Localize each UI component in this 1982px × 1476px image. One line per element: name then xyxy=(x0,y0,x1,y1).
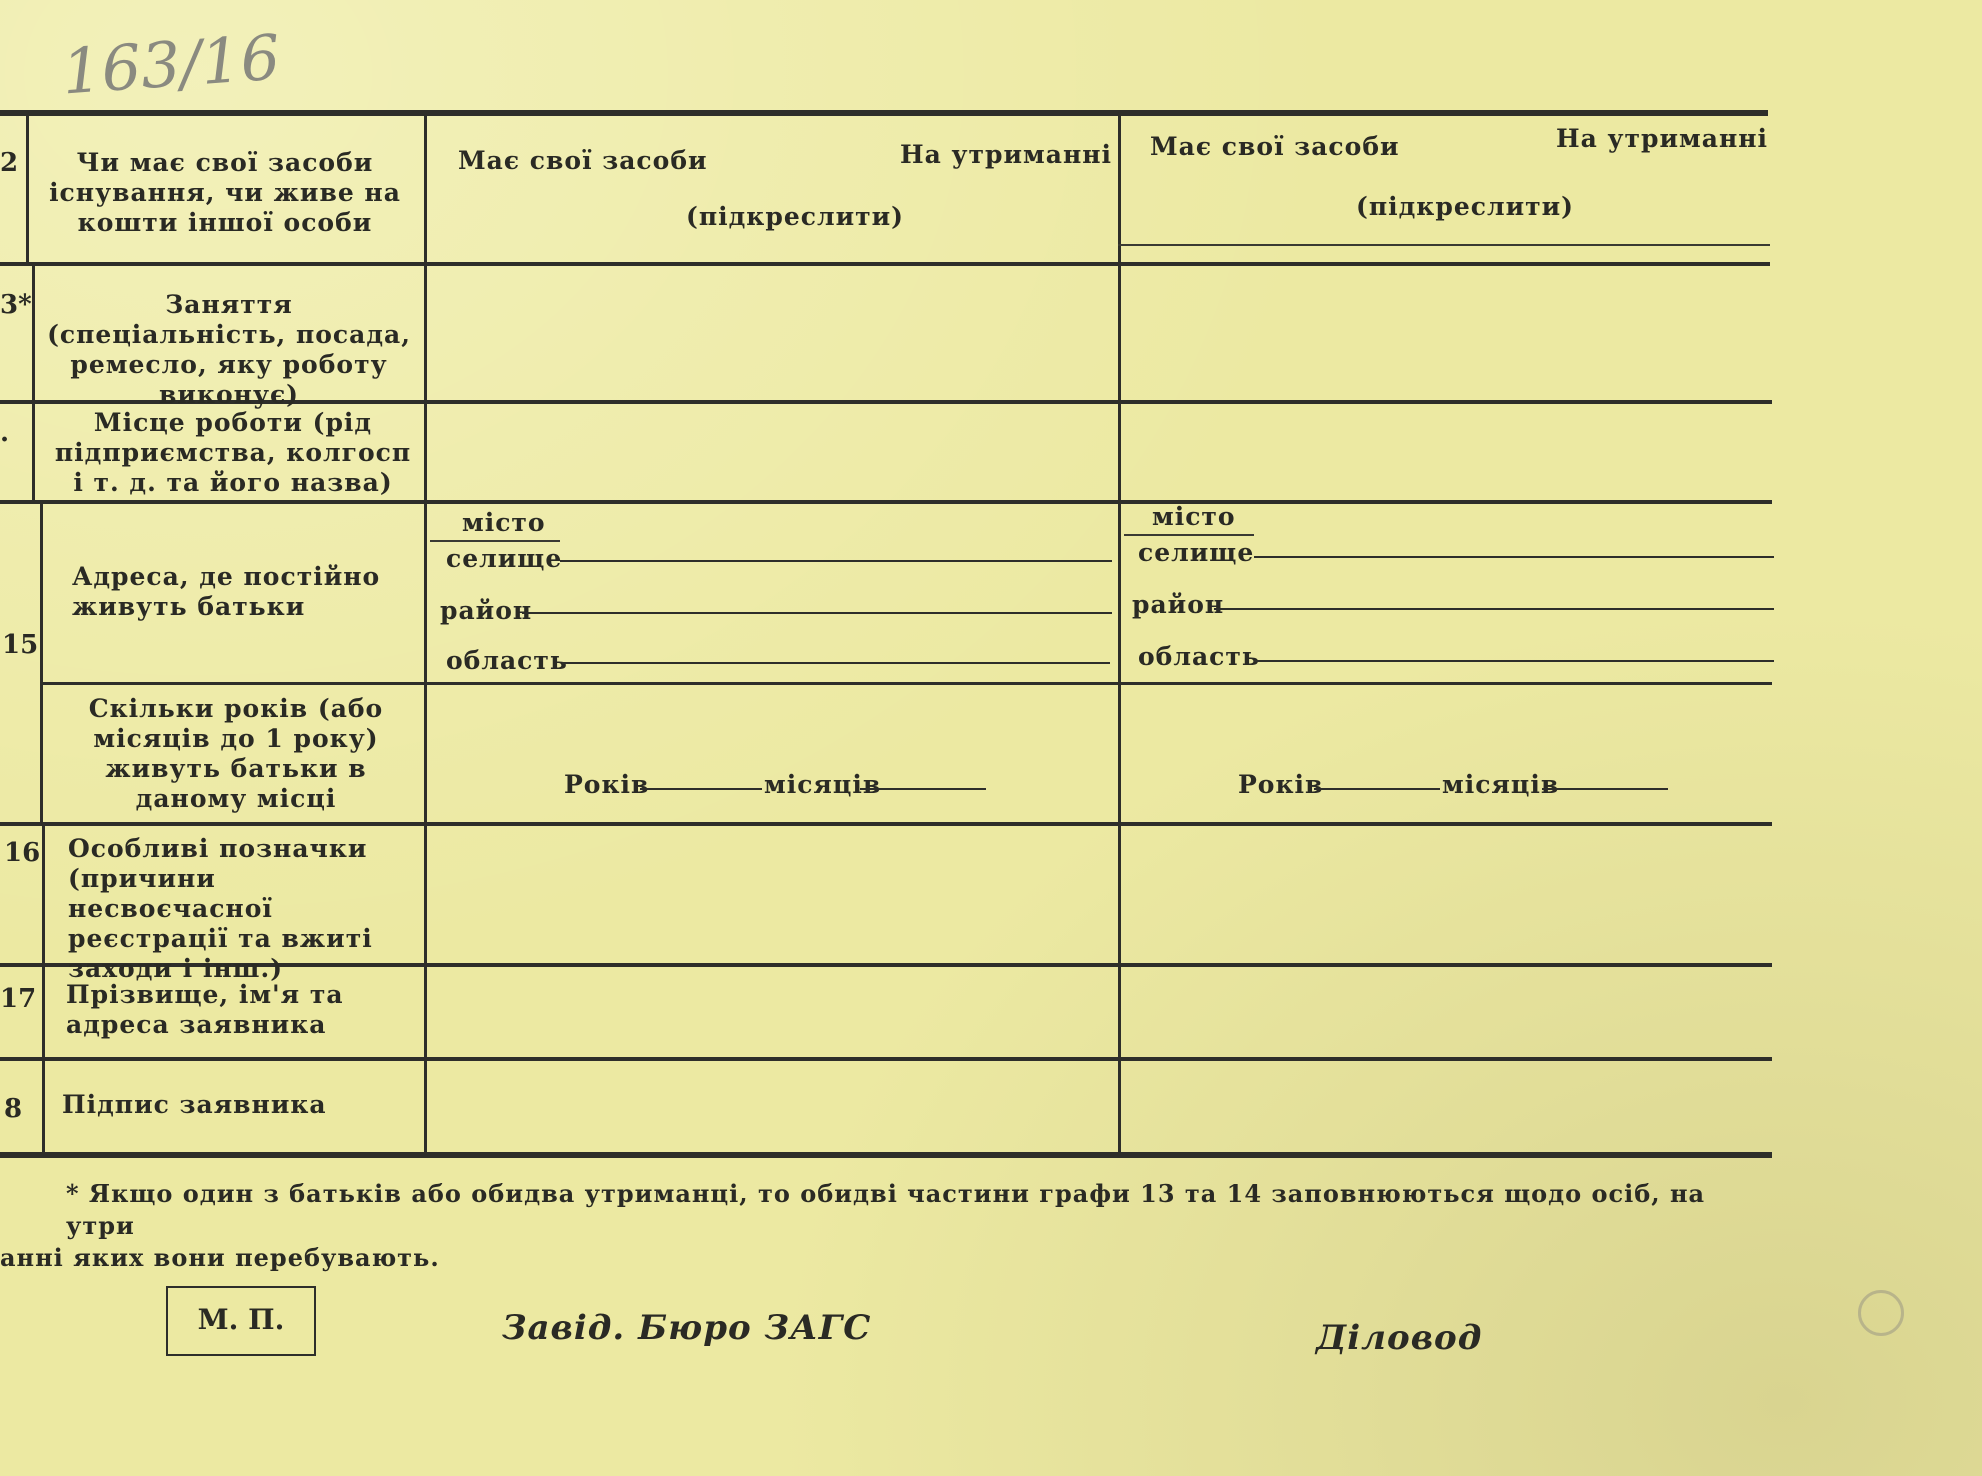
years-label: Років xyxy=(564,770,650,799)
row-divider xyxy=(40,682,1772,685)
footnote xyxy=(0,1178,1770,1274)
top-border xyxy=(0,110,1768,116)
underline-hint: (підкреслити) xyxy=(686,202,904,231)
city-label: місто xyxy=(462,508,546,537)
row-number: 8 xyxy=(4,1094,23,1124)
stamp-place-box: М. П. xyxy=(166,1286,316,1356)
row-number: 15 xyxy=(2,630,39,660)
col-divider xyxy=(42,822,45,1152)
row-number: 2 xyxy=(0,148,19,178)
row-label-occupation: Заняття (спеціальність, посада, ремесло, яку роботу виконує) xyxy=(47,290,411,409)
footnote-line-1: * Якщо один з батьків або обидва утриманці, то обидві частини графи 13 та 14 заповнюються щодо осіб, на утри xyxy=(66,1179,1706,1240)
row-divider xyxy=(0,262,1770,266)
col-divider xyxy=(424,112,427,1152)
region-fill-line[interactable] xyxy=(562,662,1110,664)
village-label: селище xyxy=(446,544,563,573)
handwritten-number: 163/16 xyxy=(59,20,283,109)
col-divider xyxy=(26,112,29,262)
row-label-address: Адреса, де постійно живуть батьки xyxy=(72,562,381,621)
bottom-border xyxy=(0,1152,1772,1158)
underline-hint: (підкреслити) xyxy=(1356,192,1574,221)
city-label: місто xyxy=(1152,502,1236,531)
punch-hole xyxy=(1858,1290,1904,1336)
years-fill-line[interactable] xyxy=(640,788,762,790)
row-number: 17 xyxy=(0,984,37,1014)
region-label: область xyxy=(1138,642,1260,671)
col-divider xyxy=(32,262,35,502)
months-fill-line[interactable] xyxy=(860,788,986,790)
row-divider xyxy=(0,1057,1772,1061)
years-fill-line[interactable] xyxy=(1314,788,1440,790)
months-fill-line[interactable] xyxy=(1542,788,1668,790)
own-means-text: Має свої засоби xyxy=(1150,132,1400,161)
row-number: 16 xyxy=(4,838,41,868)
months-label: місяців xyxy=(764,770,882,799)
dependent-text: На утриманні xyxy=(1556,124,1769,153)
row-label-workplace: Місце роботи (рід підприємства, колгосп і т. д. та його назва) xyxy=(54,408,412,497)
row-label-notes: Особливі позначки (причини несвоєчасної реєстрації та вжиті заходи і інш.) xyxy=(68,834,373,983)
row-divider xyxy=(0,822,1772,826)
city-rule xyxy=(1124,534,1254,536)
region-fill-line[interactable] xyxy=(1254,660,1774,662)
row-label-years: Скільки років (або місяців до 1 року) живуть батьки в даному місці xyxy=(88,694,384,813)
footnote-line-2: анні яких вони перебувають. xyxy=(0,1243,440,1272)
clerk-label: Діловод xyxy=(1316,1318,1483,1358)
months-label: місяців xyxy=(1442,770,1560,799)
village-fill-line[interactable] xyxy=(1254,556,1774,558)
col-divider xyxy=(1118,112,1121,1152)
row-number: . xyxy=(0,418,10,448)
row-label-signature: Підпис заявника xyxy=(62,1090,327,1119)
row-number: 3* xyxy=(0,290,32,320)
district-fill-line[interactable] xyxy=(522,612,1112,614)
row-label-means: Чи має свої засоби існування, чи живе на кошти іншої особи xyxy=(49,148,401,237)
village-fill-line[interactable] xyxy=(560,560,1112,562)
dependent-text: На утриманні xyxy=(900,140,1113,169)
district-fill-line[interactable] xyxy=(1214,608,1774,610)
own-means-text: Має свої засоби xyxy=(458,146,708,175)
region-label: область xyxy=(446,646,568,675)
head-of-registry-label: Завід. Бюро ЗАГС xyxy=(502,1308,872,1348)
years-label: Років xyxy=(1238,770,1324,799)
row-label-applicant: Прізвище, ім'я та адреса заявника xyxy=(66,980,344,1039)
city-rule xyxy=(430,540,560,542)
district-label: район xyxy=(440,596,533,625)
header-underline xyxy=(1118,244,1770,246)
col-divider xyxy=(40,500,43,822)
village-label: селище xyxy=(1138,538,1255,567)
district-label: район xyxy=(1132,590,1225,619)
row-divider xyxy=(0,500,1772,504)
